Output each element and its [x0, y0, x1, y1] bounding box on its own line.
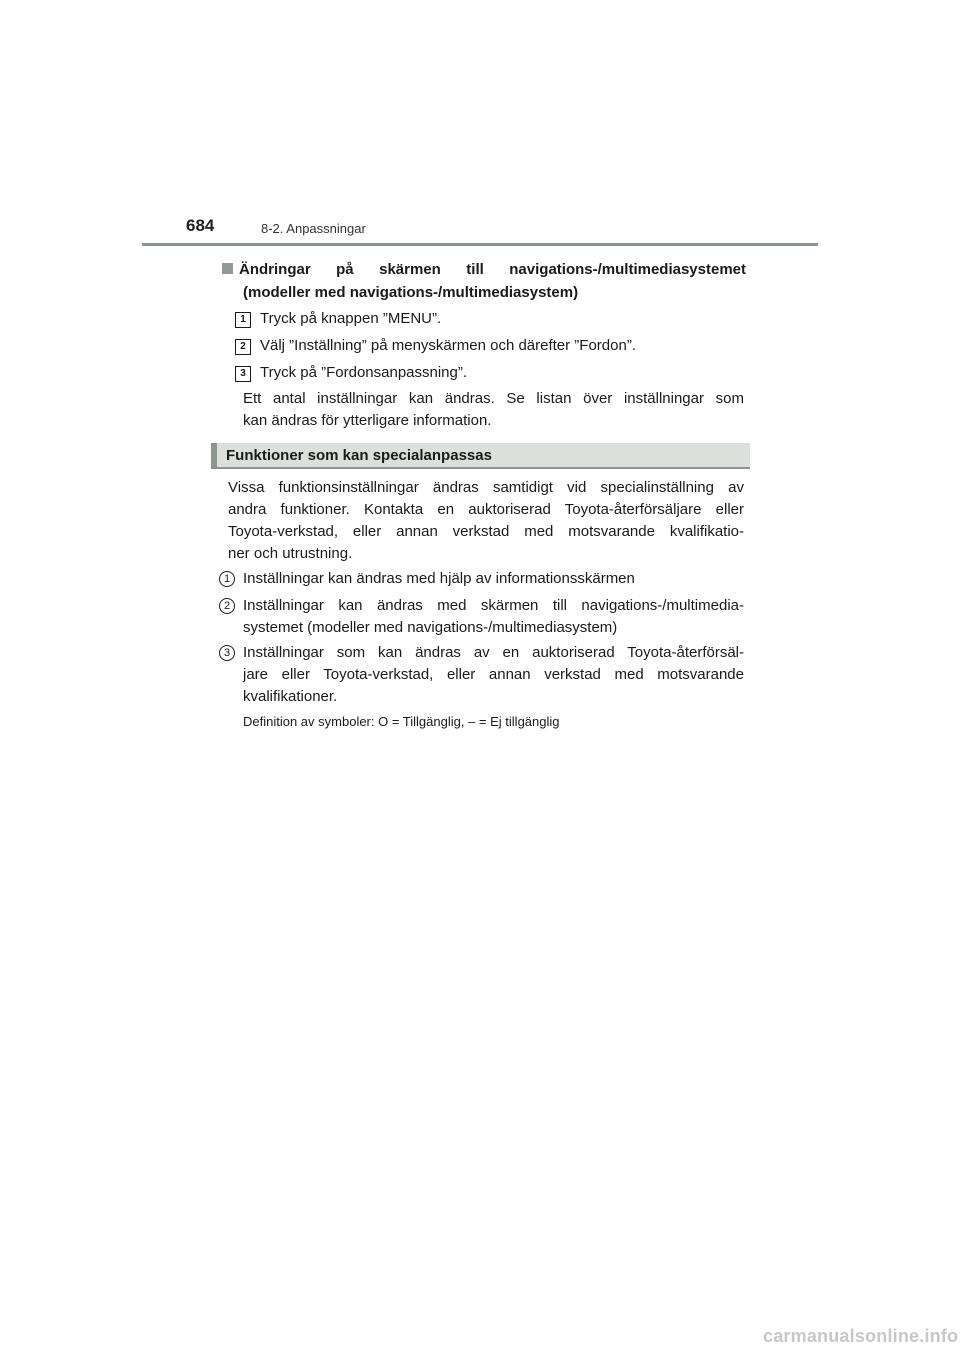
step-2 — [235, 336, 636, 356]
intro-line-3: Toyota-verkstad, eller annan verkstad med motsvarande kvalifikatio- — [228, 523, 744, 540]
item-number-2: 2 — [219, 598, 235, 614]
heading-line-2: (modeller med navigations-/multimediasystem) — [243, 284, 579, 301]
section-title-bar — [211, 443, 750, 469]
step-3 — [235, 363, 467, 383]
item-1 — [243, 568, 744, 590]
item-2-line-2: systemet (modeller med navigations-/multimediasystem) — [243, 619, 618, 636]
page-number: 684 — [186, 216, 215, 235]
subsection-heading — [222, 258, 746, 304]
step-number-1: 1 — [235, 312, 251, 328]
intro-paragraph — [228, 477, 744, 565]
intro-line-4: ner och utrustning. — [228, 545, 353, 562]
item-3-line-2: jare eller Toyota-verkstad, eller annan verkstad med motsvarande — [243, 666, 744, 683]
step-number-2: 2 — [235, 339, 251, 355]
step-1 — [235, 309, 441, 329]
step-note-line-1: Ett antal inställningar kan ändras. Se listan över inställningar som — [243, 390, 744, 407]
intro-line-1: Vissa funktionsinställningar ändras samtidigt vid specialinställning av — [228, 479, 744, 496]
step-number-3: 3 — [235, 366, 251, 382]
square-bullet-icon — [222, 263, 233, 274]
header-rule — [142, 243, 818, 246]
item-number-3: 3 — [219, 645, 235, 661]
step-note-line-2: kan ändras för ytterligare information. — [243, 412, 492, 429]
heading-line-1: Ändringar på skärmen till navigations-/multimediasystemet — [239, 261, 746, 278]
step-note — [243, 388, 744, 432]
watermark[interactable]: carmanualsonline.info — [763, 1326, 959, 1346]
symbol-definition-note: Definition av symboler: O = Tillgänglig, – = Ej tillgänglig — [243, 714, 560, 729]
item-3-line-1: Inställningar som kan ändras av en auktoriserad Toyota-återförsäl- — [243, 644, 744, 661]
step-text-3: Tryck på ”Fordonsanpassning”. — [260, 364, 468, 381]
item-3-line-3: kvalifikationer. — [243, 688, 338, 705]
step-text-2: Välj ”Inställning” på menyskärmen och därefter ”Fordon”. — [260, 337, 636, 354]
section-label: 8-2. Anpassningar — [261, 221, 366, 236]
item-1-line-1: Inställningar kan ändras med hjälp av informationsskärmen — [243, 570, 635, 587]
intro-line-2: andra funktioner. Kontakta en auktoriserad Toyota-återförsäljare eller — [228, 501, 744, 518]
item-3 — [243, 642, 744, 708]
item-number-1: 1 — [219, 571, 235, 587]
step-text-1: Tryck på knappen ”MENU”. — [260, 310, 442, 327]
item-2 — [243, 595, 744, 639]
item-2-line-1: Inställningar kan ändras med skärmen till navigations-/multimedia- — [243, 597, 744, 614]
section-title: Funktioner som kan specialanpassas — [226, 447, 492, 464]
